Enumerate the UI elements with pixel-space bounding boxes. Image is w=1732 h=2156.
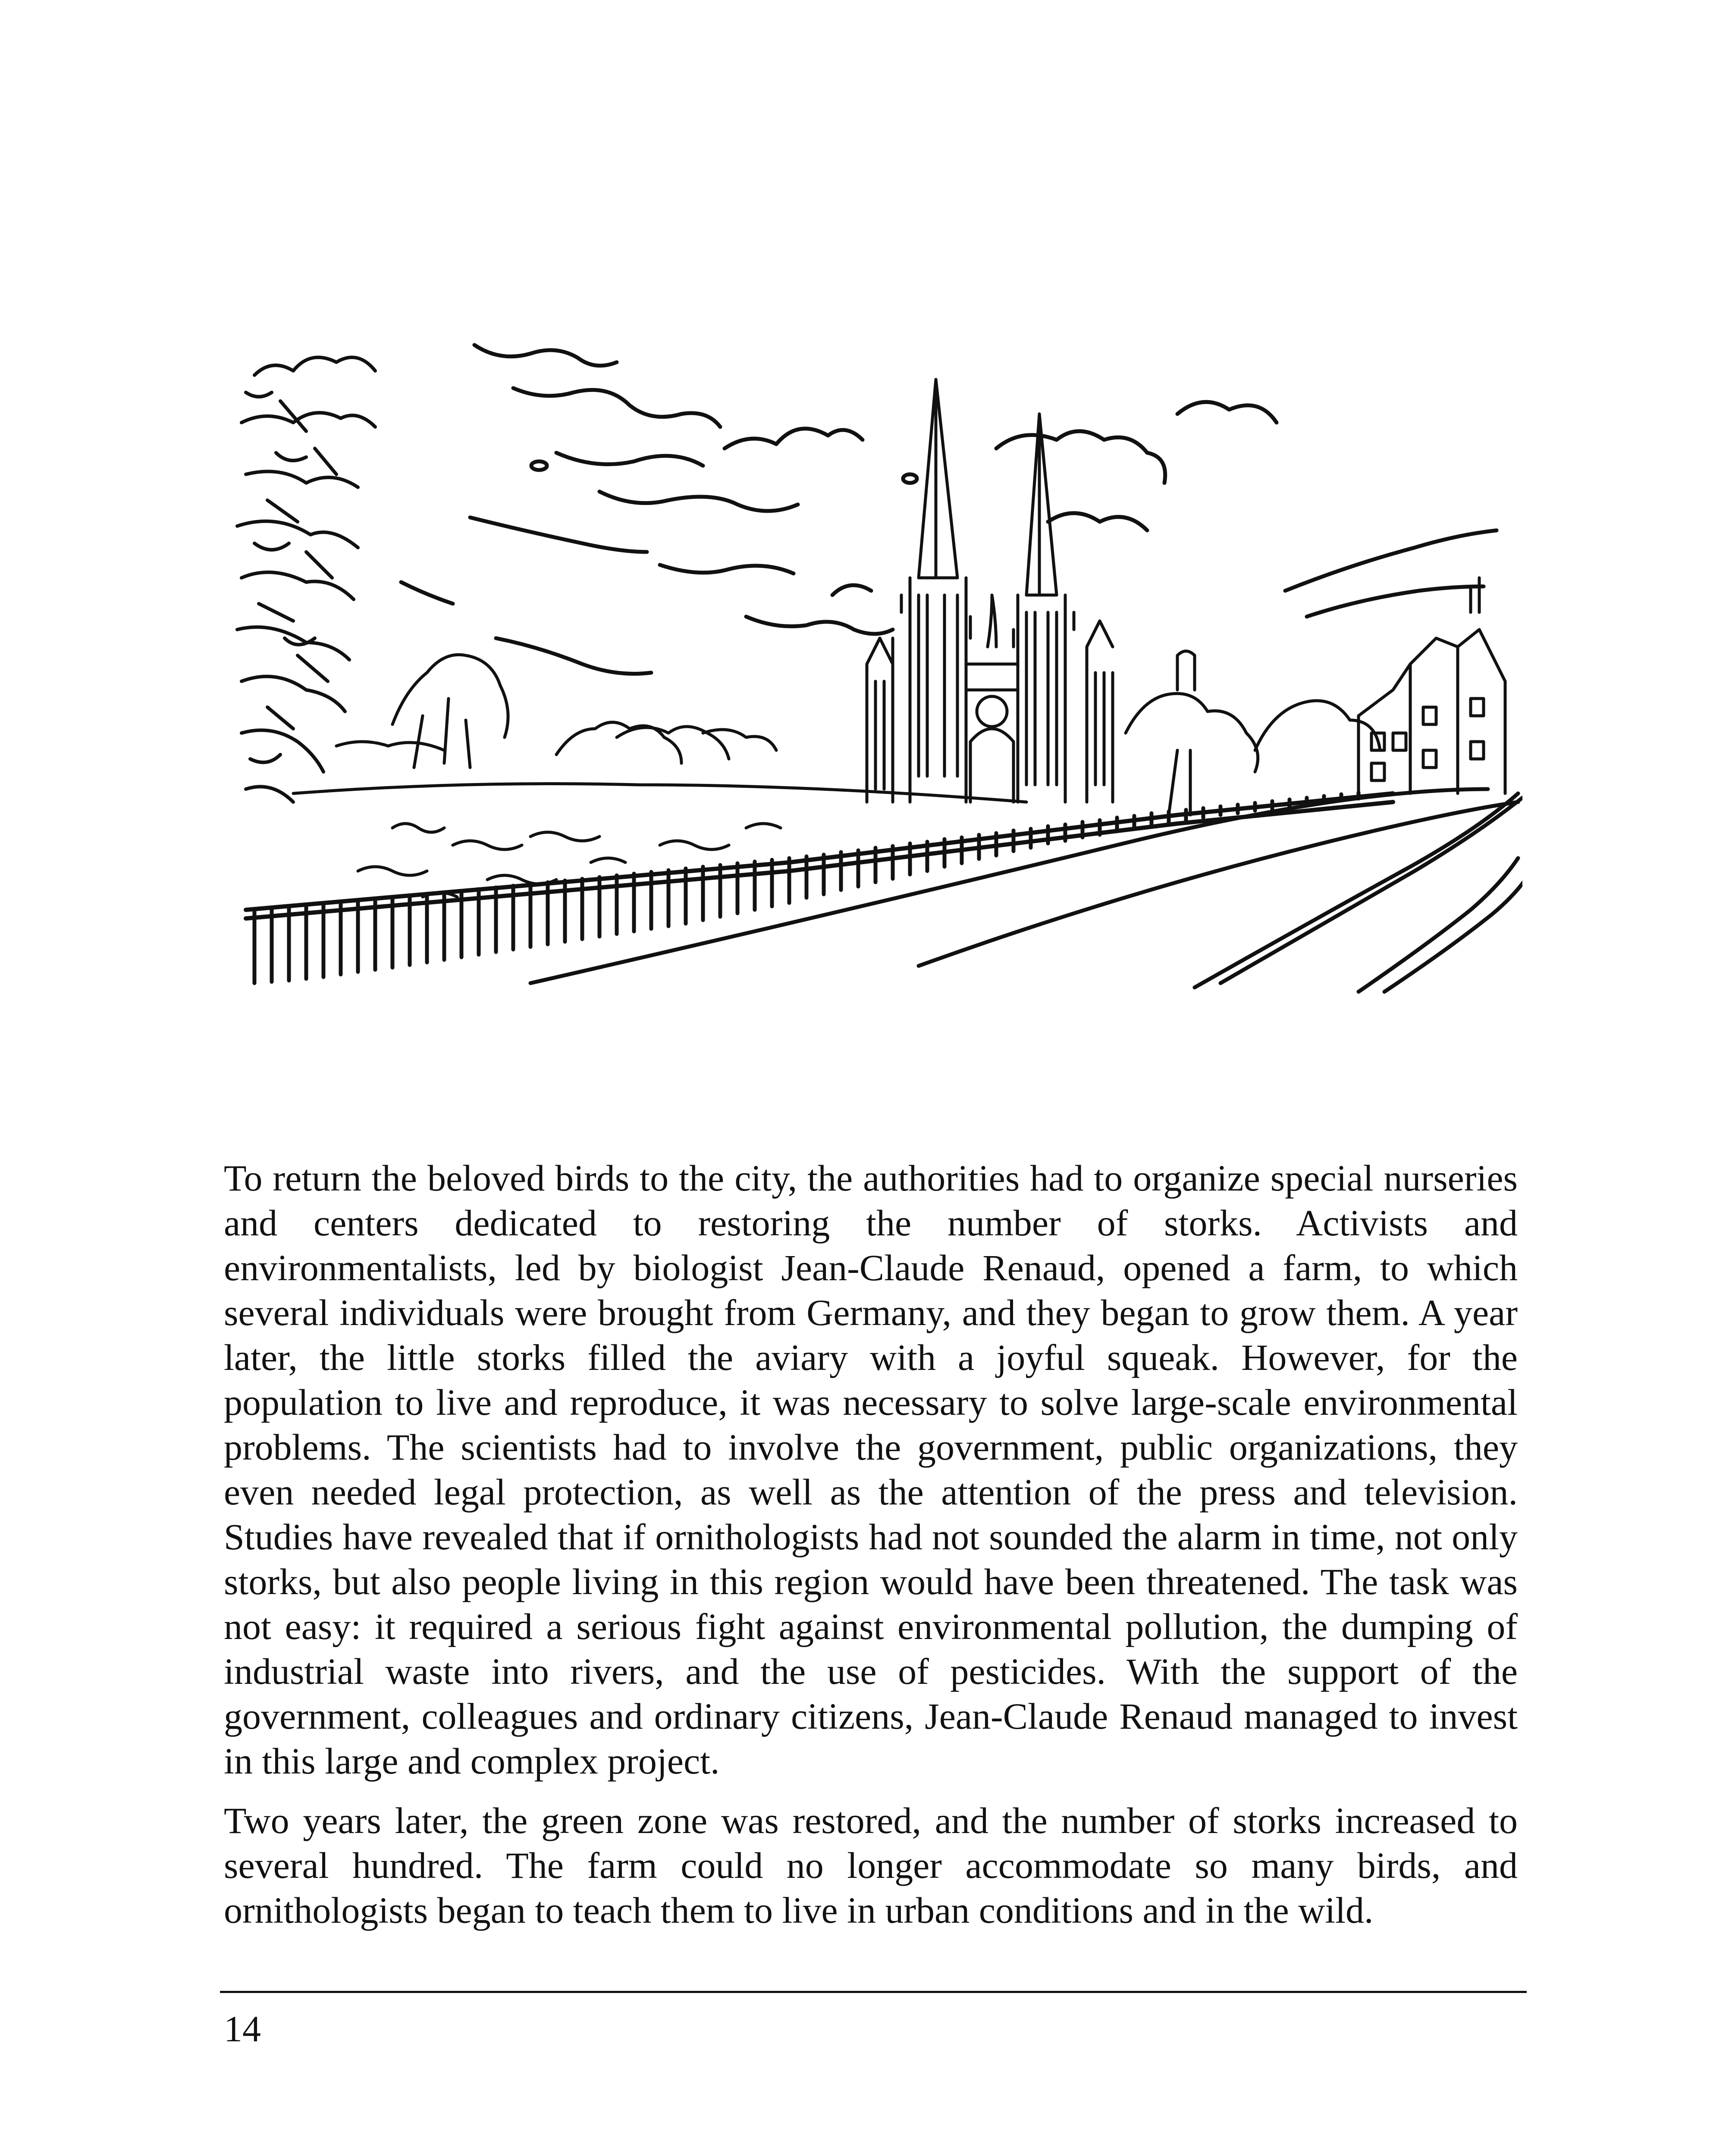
cathedral-riverside-illustration xyxy=(229,336,1522,996)
river xyxy=(293,784,1026,897)
cathedral xyxy=(867,379,1113,802)
paragraph: Two years later, the green zone was restored, and the number of storks increased to several hundred. The farm could no longer accommodate so many birds, and ornithologists began to teach them to live in urban conditions and in the wild. xyxy=(224,1800,1518,1931)
body-text xyxy=(224,1156,1518,1947)
left-tree xyxy=(237,357,375,802)
distant-trees-left xyxy=(336,655,776,768)
paragraph: To return the beloved birds to the city, the authorities had to organize special nurseries and centers dedicated to restoring the number of storks. Activists and environmentalists, led by biologist Jean-Claude Renaud, opened a farm, to which several individuals were brought from Germany, and they began to grow them. A year later, the little storks filled the aviary with a joyful squeak. However, for the population to live and reproduce, it was necessary to solve large-scale environmental problems. The scientists had to involve the government, public organizations, they even needed legal protection, as well as the attention of the press and television. Studies have revealed that if ornithologists had not sounded the alarm in time, not only storks, but also people living in this region would have been threatened. The task was not easy: it required a serious fight against environmental pollution, the dumping of industrial waste into rivers, and the use of pesticides. With the support of the government, colleagues and ordinary citizens, Jean-Claude Renaud managed to invest in this large and complex project. xyxy=(224,1157,1518,1782)
road xyxy=(530,789,1522,992)
footer-rule xyxy=(220,1991,1527,1993)
page-number: 14 xyxy=(224,2008,261,2049)
